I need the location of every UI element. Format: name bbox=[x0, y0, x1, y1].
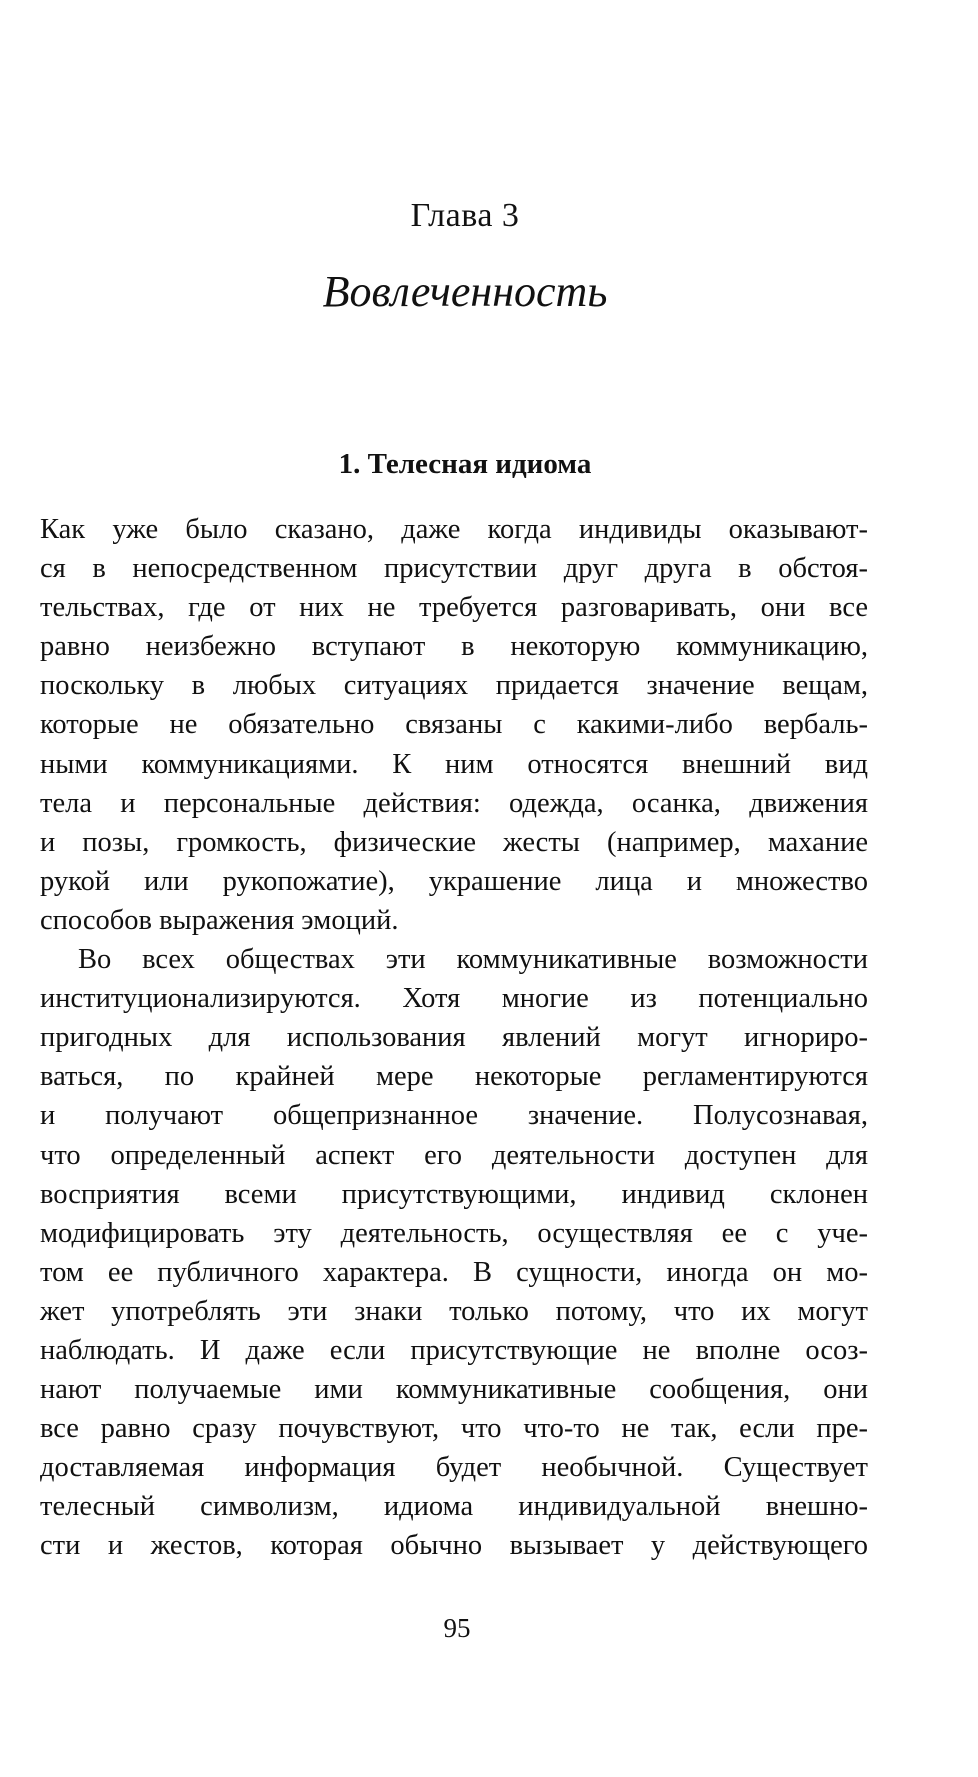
body-text bbox=[40, 510, 868, 1566]
text-line: пригодных для использования явлений могут игнориро- bbox=[40, 1022, 868, 1054]
chapter-title: Вовлеченность bbox=[322, 267, 608, 316]
text-line: рукой или рукопожатие), украшение лица и множество bbox=[40, 865, 868, 897]
text-line: и получают общепризнанное значение. Полусознавая, bbox=[40, 1100, 868, 1132]
text-line: нают получаемые ими коммуникативные сообщения, они bbox=[40, 1374, 868, 1406]
text-line: поскольку в любых ситуациях придается значение вещам, bbox=[40, 670, 868, 702]
text-line: Во всех обществах эти коммуникативные возможности bbox=[78, 944, 868, 976]
chapter-label: Глава 3 bbox=[410, 197, 520, 234]
text-line: ваться, по крайней мере некоторые регламентируются bbox=[40, 1061, 868, 1093]
text-line: жет употреблять эти знаки только потому, что их могут bbox=[40, 1295, 868, 1327]
text-line: наблюдать. И даже если присутствующие не вполне осоз- bbox=[40, 1334, 868, 1366]
text-line: равно неизбежно вступают в некоторую коммуникацию, bbox=[40, 631, 868, 663]
section-heading: 1. Телесная идиома bbox=[338, 448, 592, 480]
text-line: институционализируются. Хотя многие из потенциально bbox=[40, 983, 868, 1015]
text-line: восприятия всеми присутствующими, индивид склонен bbox=[40, 1178, 868, 1210]
text-line: Как уже было сказано, даже когда индивиды оказывают- bbox=[40, 514, 868, 545]
text-line: тельствах, где от них не требуется разговаривать, они все bbox=[40, 592, 868, 624]
text-line: том ее публичного характера. В сущности, иногда он мо- bbox=[40, 1256, 868, 1288]
text-line: ными коммуникациями. К ним относятся внешний вид bbox=[40, 748, 868, 780]
text-line: сти и жестов, которая обычно вызывает у действующего bbox=[40, 1530, 868, 1562]
text-line: что определенный аспект его деятельности доступен для bbox=[40, 1139, 868, 1171]
text-line: ся в непосредственном присутствии друг друга в обстоя- bbox=[40, 553, 868, 585]
text-line: модифицировать эту деятельность, осуществляя ее с уче- bbox=[40, 1217, 868, 1249]
text-line: тела и персональные действия: одежда, осанка, движения bbox=[40, 787, 868, 819]
text-line: телесный символизм, идиома индивидуальной внешно- bbox=[40, 1491, 868, 1523]
text-line: все равно сразу почувствуют, что что-то не так, если пре- bbox=[40, 1413, 868, 1445]
text-line: и позы, громкость, физические жесты (например, махание bbox=[40, 826, 868, 858]
text-line: которые не обязательно связаны с какими-либо вербаль- bbox=[40, 709, 868, 741]
paragraph-2 bbox=[40, 940, 868, 1566]
paragraph-1 bbox=[40, 510, 868, 940]
page-number: 95 bbox=[443, 1613, 471, 1643]
text-line: доставляемая информация будет необычной. Существует bbox=[40, 1452, 868, 1484]
text-line: способов выражения эмоций. bbox=[40, 904, 399, 936]
